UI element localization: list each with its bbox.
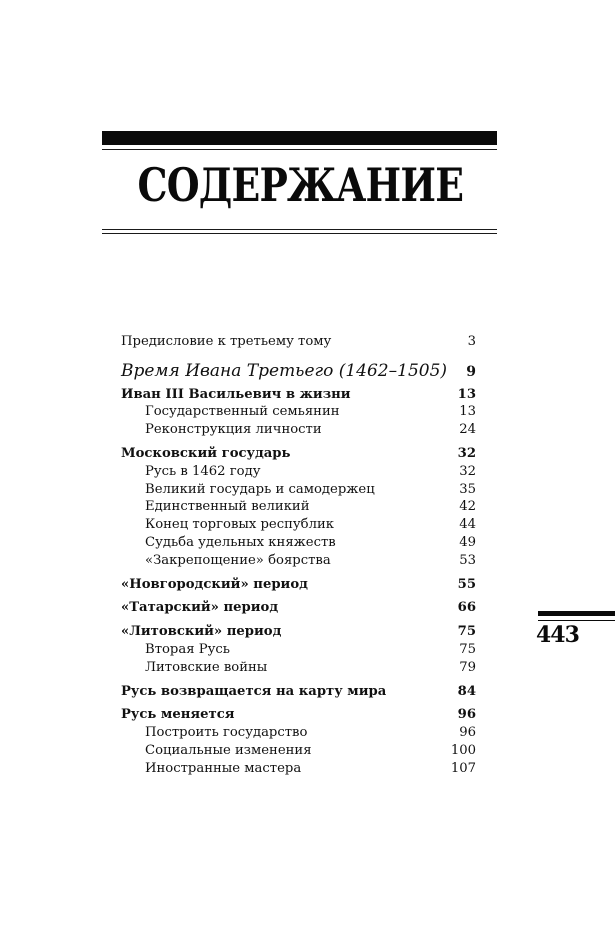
page-number-rule [538, 620, 615, 621]
toc-section-label: «Татарский» период [121, 600, 279, 616]
toc-section-page: 32 [457, 445, 476, 461]
header-rule-bottom-1 [102, 229, 497, 230]
toc-section-page: 96 [457, 707, 476, 723]
toc-section-label: Русь возвращается на карту мира [121, 683, 387, 699]
toc-subsection-page: 79 [459, 659, 476, 675]
toc-preface[interactable] [121, 333, 476, 351]
toc-subsection-page: 75 [459, 641, 476, 657]
toc-subsection-page: 53 [459, 552, 476, 568]
toc-subsection-page: 49 [459, 534, 476, 550]
toc-section[interactable] [121, 683, 476, 701]
toc-section[interactable] [121, 576, 476, 594]
toc-section-label: Московский государь [121, 445, 291, 461]
header-rule-top [102, 149, 497, 150]
toc-section-label: «Литовский» период [121, 624, 282, 640]
toc-subsection-page: 44 [459, 517, 476, 533]
toc-subsection-label: Русь в 1462 году [145, 463, 261, 479]
page-title: СОДЕРЖАНИЕ [137, 158, 464, 212]
toc-subsection[interactable] [121, 552, 476, 570]
table-of-contents [121, 333, 476, 778]
toc-subsection-label: Единственный великий [145, 499, 310, 515]
toc-subsection-label: Социальные изменения [145, 742, 312, 758]
toc-subsection[interactable] [121, 463, 476, 481]
toc-section[interactable] [121, 445, 476, 463]
toc-subsection-page: 96 [459, 725, 476, 741]
toc-part-label: Время Ивана Третьего (1462–1505) [121, 360, 448, 381]
toc-section-label: Иван III Васильевич в жизни [121, 386, 351, 402]
toc-subsection-page: 100 [450, 742, 476, 758]
toc-section-label: «Новгородский» период [121, 576, 308, 592]
page-number: 443 [536, 622, 579, 648]
toc-subsection-label: Иностранные мастера [145, 760, 302, 776]
toc-subsection[interactable] [121, 498, 476, 516]
toc-subsection-label: «Закрепощение» боярства [145, 552, 331, 568]
toc-section[interactable] [121, 599, 476, 617]
toc-section-page: 75 [457, 624, 476, 640]
toc-subsection-page: 13 [459, 404, 476, 420]
toc-subsection-label: Литовские войны [145, 659, 268, 675]
toc-section-page: 55 [457, 576, 476, 592]
header-rule-bottom-2 [102, 233, 497, 234]
toc-subsection[interactable] [121, 760, 476, 778]
toc-subsection-page: 35 [459, 481, 476, 497]
toc-section[interactable] [121, 386, 476, 404]
toc-subsection-label: Конец торговых республик [145, 517, 335, 533]
toc-subsection-page: 24 [459, 422, 476, 438]
toc-entry-page: 3 [467, 334, 476, 349]
toc-subsection[interactable] [121, 534, 476, 552]
toc-section-label: Русь меняется [121, 707, 235, 723]
toc-subsection[interactable] [121, 516, 476, 534]
toc-section-page: 84 [457, 683, 476, 699]
toc-section[interactable] [121, 623, 476, 641]
toc-subsection[interactable] [121, 742, 476, 760]
toc-subsection[interactable] [121, 421, 476, 439]
toc-subsection-page: 32 [459, 463, 476, 479]
toc-subsection-page: 107 [450, 760, 476, 776]
toc-subsection-label: Построить государство [145, 725, 308, 741]
toc-part-page: 9 [466, 363, 476, 380]
toc-subsection-label: Вторая Русь [145, 641, 230, 657]
toc-subsection[interactable] [121, 403, 476, 421]
toc-entry-label: Предисловие к третьему тому [121, 334, 332, 349]
toc-subsection[interactable] [121, 641, 476, 659]
toc-part[interactable] [121, 360, 476, 382]
toc-section[interactable] [121, 706, 476, 724]
toc-subsection-label: Великий государь и самодержец [145, 481, 375, 497]
toc-subsection[interactable] [121, 481, 476, 499]
toc-section-page: 13 [457, 386, 476, 402]
toc-subsection-page: 42 [459, 499, 476, 515]
toc-subsection[interactable] [121, 724, 476, 742]
page-number-bar [538, 611, 615, 616]
toc-subsection-label: Государственный семьянин [145, 404, 340, 420]
toc-subsection-label: Реконструкция личности [145, 422, 322, 438]
toc-section-page: 66 [457, 600, 476, 616]
toc-subsection[interactable] [121, 659, 476, 677]
toc-subsection-label: Судьба удельных княжеств [145, 534, 336, 550]
header-thick-bar [102, 131, 497, 145]
